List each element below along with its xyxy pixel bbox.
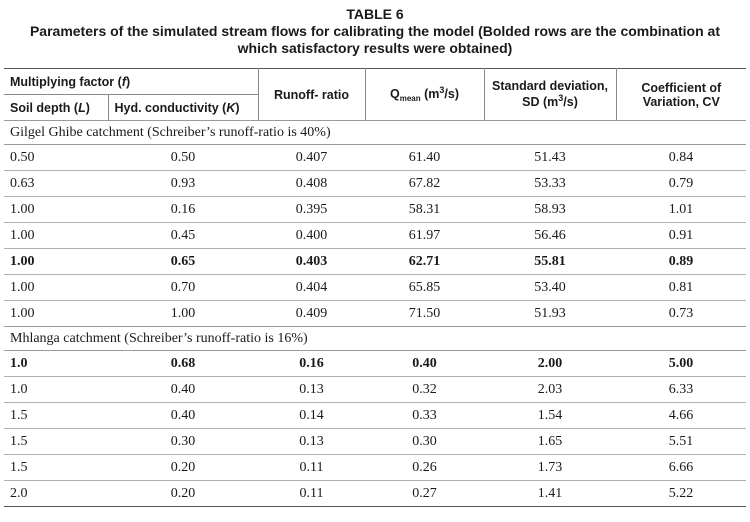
cv-cell: 5.00 — [616, 351, 746, 377]
runoff-ratio-cell: 0.11 — [258, 481, 365, 507]
sd-cell: 1.54 — [484, 403, 616, 429]
cv-cell: 0.79 — [616, 171, 746, 197]
runoff-ratio-cell: 0.403 — [258, 249, 365, 275]
table-row — [4, 171, 746, 197]
qmean-cell: 61.40 — [365, 145, 484, 171]
caption-line-2: which satisfactory results were obtained) — [237, 40, 513, 56]
hyd-conductivity-cell: 0.20 — [108, 481, 258, 507]
cv-cell: 0.81 — [616, 275, 746, 301]
caption-line-1: Parameters of the simulated stream flows for calibrating the model (Bolded rows are the combination at — [29, 23, 721, 39]
runoff-ratio-cell: 0.404 — [258, 275, 365, 301]
cv-cell: 4.66 — [616, 403, 746, 429]
qmean-cell: 0.40 — [365, 351, 484, 377]
qmean-cell: 0.30 — [365, 429, 484, 455]
cv-cell: 0.91 — [616, 223, 746, 249]
table-row — [4, 351, 746, 377]
qmean-cell: 0.26 — [365, 455, 484, 481]
runoff-ratio-cell: 0.395 — [258, 197, 365, 223]
table-row — [4, 481, 746, 507]
soil-depth-cell: 1.00 — [4, 275, 108, 301]
cv-cell: 6.33 — [616, 377, 746, 403]
sd-cell: 51.43 — [484, 145, 616, 171]
cv-cell: 5.51 — [616, 429, 746, 455]
hyd-conductivity-cell: 0.65 — [108, 249, 258, 275]
parameters-table — [4, 68, 746, 507]
sd-cell: 1.73 — [484, 455, 616, 481]
hyd-conductivity-cell: 0.68 — [108, 351, 258, 377]
sd-cell: 53.40 — [484, 275, 616, 301]
runoff-ratio-cell: 0.407 — [258, 145, 365, 171]
runoff-ratio-cell: 0.11 — [258, 455, 365, 481]
soil-depth-cell: 1.0 — [4, 377, 108, 403]
qmean-cell: 65.85 — [365, 275, 484, 301]
qmean-header: $Q_{mean}$ $(m^3/s)$ — [365, 69, 484, 121]
qmean-cell: 0.32 — [365, 377, 484, 403]
qmean-cell: 0.27 — [365, 481, 484, 507]
soil-depth-cell: 1.5 — [4, 403, 108, 429]
sd-cell: 53.33 — [484, 171, 616, 197]
hyd-conductivity-header: Hyd. conductivity (K) — [108, 95, 258, 121]
cv-cell: 6.66 — [616, 455, 746, 481]
runoff-ratio-header: Runoff- ratio — [258, 69, 365, 121]
soil-depth-cell: 0.50 — [4, 145, 108, 171]
soil-depth-cell: 1.5 — [4, 455, 108, 481]
table-row — [4, 377, 746, 403]
catchment-title: Mhlanga catchment (Schreiber’s runoff-ratio is 16%) — [4, 327, 746, 351]
hyd-conductivity-cell: 0.50 — [108, 145, 258, 171]
soil-depth-header: Soil depth (L) — [4, 95, 108, 121]
sd-header: Standard deviation, SD $(m^3/s)$ — [484, 69, 616, 121]
sd-cell: 1.41 — [484, 481, 616, 507]
soil-depth-cell: 1.00 — [4, 301, 108, 327]
sd-cell: 2.00 — [484, 351, 616, 377]
soil-depth-cell: 1.00 — [4, 223, 108, 249]
hyd-conductivity-cell: 0.93 — [108, 171, 258, 197]
runoff-ratio-cell: 0.400 — [258, 223, 365, 249]
qmean-cell: 61.97 — [365, 223, 484, 249]
catchment-section-row — [4, 327, 746, 351]
hyd-conductivity-cell: 1.00 — [108, 301, 258, 327]
hyd-conductivity-cell: 0.40 — [108, 377, 258, 403]
qmean-cell: 58.31 — [365, 197, 484, 223]
qmean-cell: 62.71 — [365, 249, 484, 275]
cv-cell: 0.73 — [616, 301, 746, 327]
table-row — [4, 301, 746, 327]
qmean-cell: 71.50 — [365, 301, 484, 327]
runoff-ratio-cell: 0.13 — [258, 377, 365, 403]
table-body — [4, 121, 746, 507]
table-caption — [0, 6, 750, 57]
hyd-conductivity-cell: 0.20 — [108, 455, 258, 481]
sd-cell: 2.03 — [484, 377, 616, 403]
catchment-section-row — [4, 121, 746, 145]
runoff-ratio-cell: 0.409 — [258, 301, 365, 327]
table-row — [4, 455, 746, 481]
runoff-ratio-cell: 0.14 — [258, 403, 365, 429]
runoff-ratio-cell: 0.408 — [258, 171, 365, 197]
hyd-conductivity-cell: 0.40 — [108, 403, 258, 429]
sd-cell: 58.93 — [484, 197, 616, 223]
runoff-ratio-cell: 0.16 — [258, 351, 365, 377]
soil-depth-cell: 1.00 — [4, 197, 108, 223]
table-row — [4, 145, 746, 171]
sd-cell: 56.46 — [484, 223, 616, 249]
sd-cell: 55.81 — [484, 249, 616, 275]
cv-cell: 5.22 — [616, 481, 746, 507]
qmean-cell: 67.82 — [365, 171, 484, 197]
hyd-conductivity-cell: 0.45 — [108, 223, 258, 249]
table-row — [4, 275, 746, 301]
qmean-cell: 0.33 — [365, 403, 484, 429]
hyd-conductivity-cell: 0.16 — [108, 197, 258, 223]
soil-depth-cell: 2.0 — [4, 481, 108, 507]
table-label: TABLE 6 — [346, 6, 404, 22]
table-row — [4, 249, 746, 275]
hyd-conductivity-cell: 0.70 — [108, 275, 258, 301]
soil-depth-cell: 1.0 — [4, 351, 108, 377]
table-row — [4, 429, 746, 455]
table-row — [4, 197, 746, 223]
hyd-conductivity-cell: 0.30 — [108, 429, 258, 455]
cv-cell: 1.01 — [616, 197, 746, 223]
multiplying-factor-header: Multiplying factor (f) — [4, 69, 258, 95]
soil-depth-cell: 1.00 — [4, 249, 108, 275]
soil-depth-cell: 0.63 — [4, 171, 108, 197]
table-row — [4, 403, 746, 429]
sd-cell: 1.65 — [484, 429, 616, 455]
table-row — [4, 223, 746, 249]
runoff-ratio-cell: 0.13 — [258, 429, 365, 455]
cv-cell: 0.84 — [616, 145, 746, 171]
cv-cell: 0.89 — [616, 249, 746, 275]
soil-depth-cell: 1.5 — [4, 429, 108, 455]
catchment-title: Gilgel Ghibe catchment (Schreiber’s runoff-ratio is 40%) — [4, 121, 746, 145]
sd-cell: 51.93 — [484, 301, 616, 327]
cv-header: Coefficient of Variation, CV — [616, 69, 746, 121]
